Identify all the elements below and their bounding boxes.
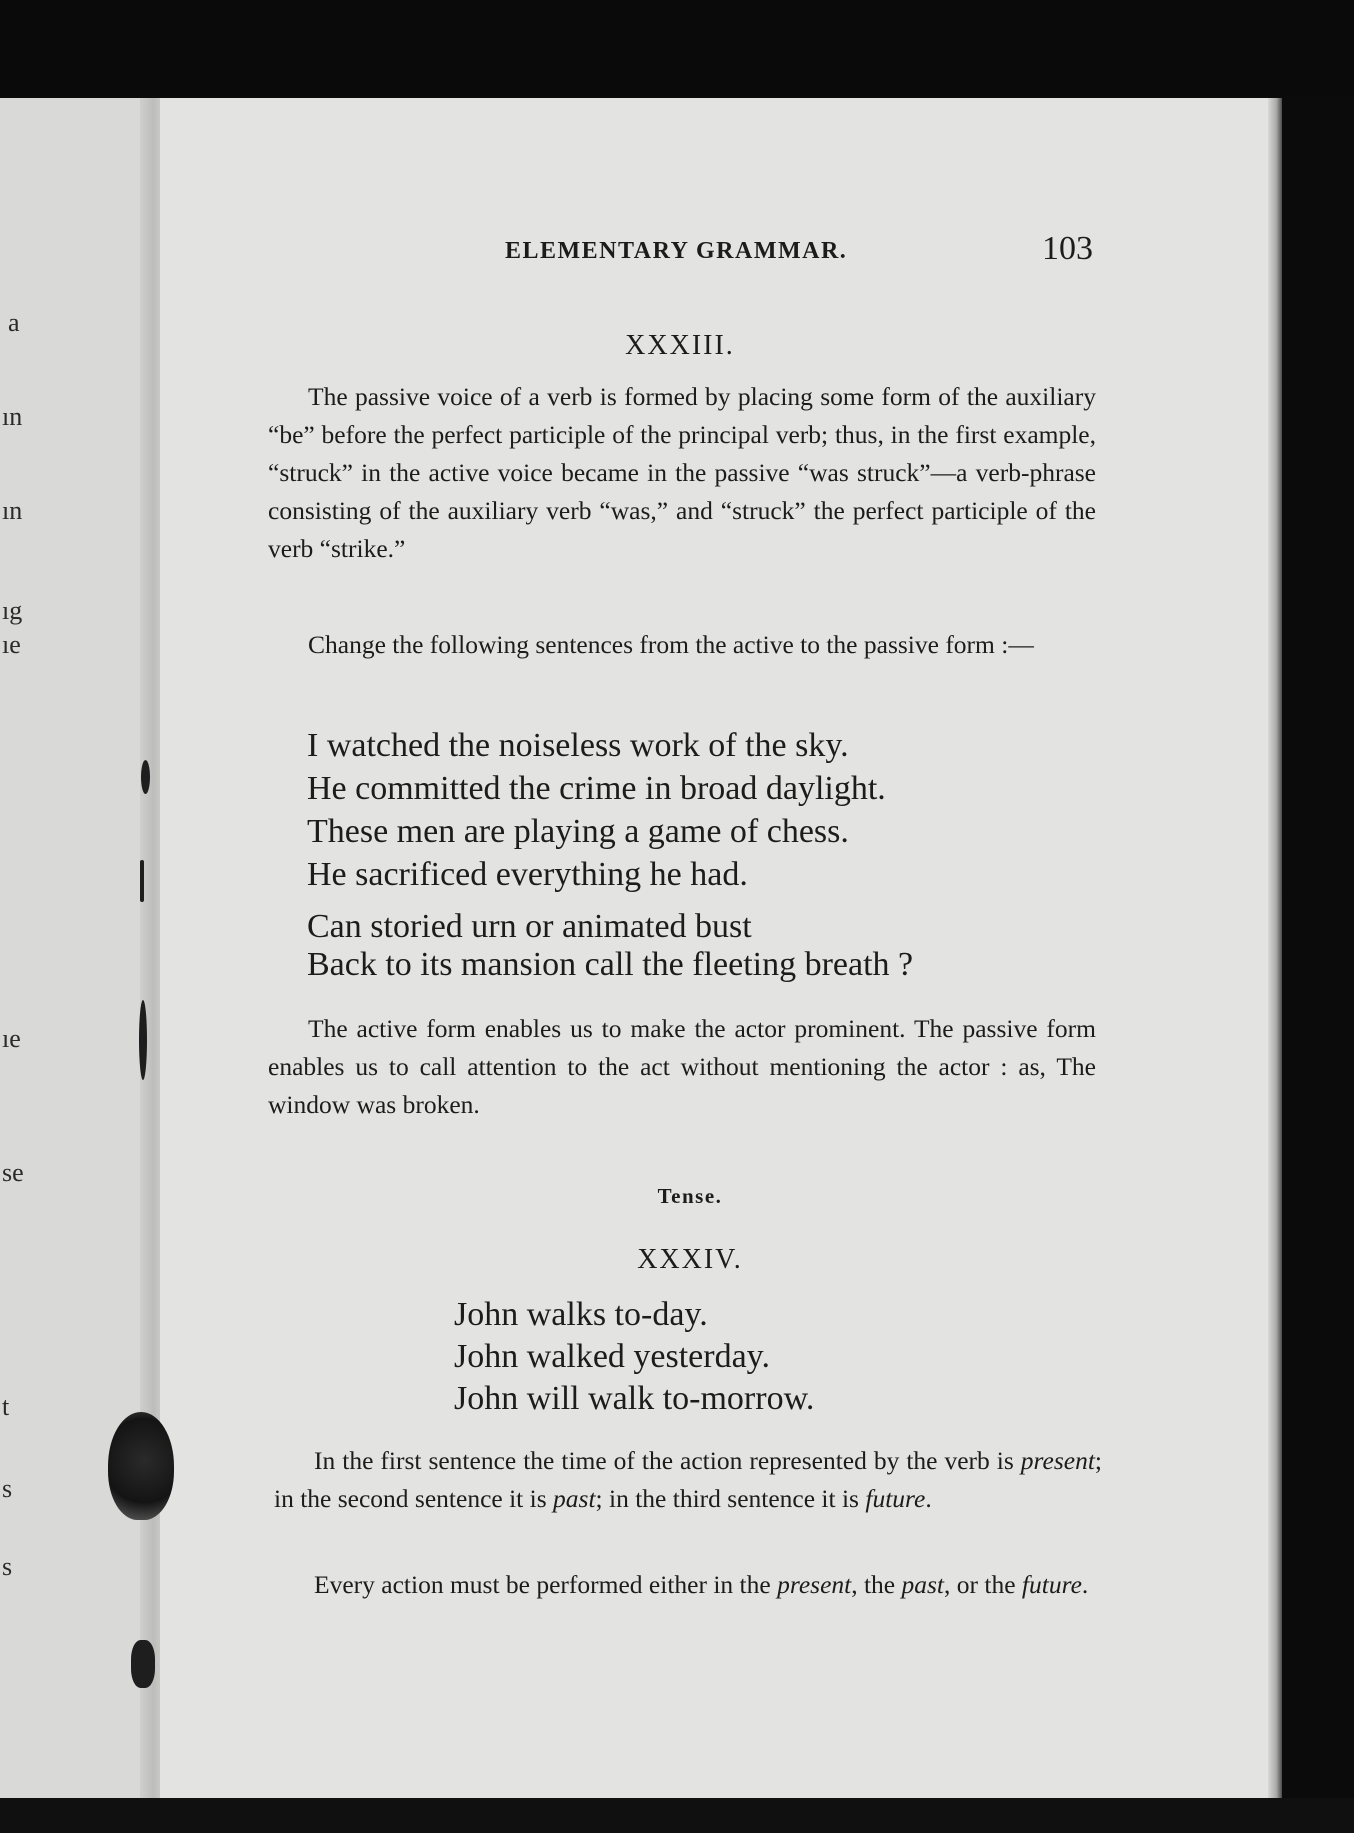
text-run: , the xyxy=(851,1570,902,1599)
example-sentence: He sacrificed everything he had. xyxy=(307,856,748,893)
example-sentence: John walked yesterday. xyxy=(454,1338,770,1375)
example-sentence: John will walk to-morrow. xyxy=(454,1380,815,1417)
verse-quotation xyxy=(307,908,913,984)
body-paragraph xyxy=(274,1566,1102,1604)
body-paragraph: Change the following sentences from the active to the passive form :— xyxy=(308,630,1034,659)
facing-page-fragment: a xyxy=(8,308,20,337)
facing-page-edge xyxy=(0,98,160,1798)
text-run: ; in the second sentence it is xyxy=(274,1446,1102,1513)
running-title: ELEMENTARY GRAMMAR. xyxy=(505,238,848,264)
facing-page-fragment: s xyxy=(2,1474,13,1503)
example-sentence: These men are playing a game of chess. xyxy=(307,813,849,850)
binding-mark xyxy=(141,760,150,794)
facing-page-fragment: ıg xyxy=(2,596,23,625)
emphasis-past: past xyxy=(901,1570,945,1599)
body-paragraph: The active form enables us to make the actor prominent. The passive form enables us to call attention to the act without mentioning the actor : as, The window was broken. xyxy=(268,1014,1096,1119)
facing-page-fragment: se xyxy=(2,1158,24,1187)
body-paragraph xyxy=(274,1442,1102,1518)
verse-line: Can storied urn or animated bust xyxy=(307,908,752,945)
facing-page-fragment: ın xyxy=(2,496,23,525)
section-numeral: XXXIII. xyxy=(625,330,735,361)
text-run: In the first sentence the time of the action represented by the verb is xyxy=(314,1446,1021,1475)
text-run: ; in the third sentence it is xyxy=(595,1484,866,1513)
scan-bottom-border xyxy=(0,1798,1354,1833)
verse-line: Back to its mansion call the fleeting breath ? xyxy=(307,946,914,983)
emphasis-future: future xyxy=(865,1484,926,1513)
facing-page-fragment: ıe xyxy=(2,630,21,659)
facing-page-fragment: s xyxy=(2,1552,13,1581)
example-sentences xyxy=(454,1294,814,1420)
text-run: . xyxy=(1081,1570,1089,1599)
binding-mark xyxy=(139,1000,147,1080)
example-sentence: He committed the crime in broad daylight. xyxy=(307,770,886,807)
facing-page-fragment: ıe xyxy=(2,1024,21,1053)
scan-top-border xyxy=(0,0,1354,95)
binding-mark xyxy=(131,1640,155,1688)
facing-page-fragment: ın xyxy=(2,402,23,431)
text-run: . xyxy=(925,1484,932,1513)
body-paragraph: The passive voice of a verb is formed by placing some form of the auxiliary “be” before the perfect participle of the principal verb; thus, in the first example, “struck” in the active voice became in the passive “was struck”—a verb-phrase consisting of the auxiliary verb “was,” and “struck” the perfect participle of the verb “strike.” xyxy=(268,382,1096,563)
emphasis-present: present xyxy=(777,1570,852,1599)
example-sentence: John walks to-day. xyxy=(454,1296,708,1333)
example-sentence: I watched the noiseless work of the sky. xyxy=(307,727,849,764)
binding-hole xyxy=(108,1412,174,1520)
page-right-edge xyxy=(1268,98,1282,1798)
example-sentences xyxy=(307,724,886,896)
subsection-heading: Tense. xyxy=(657,1184,723,1208)
text-run: , or the xyxy=(944,1570,1022,1599)
binding-mark xyxy=(140,860,144,902)
facing-page-fragment: t xyxy=(2,1392,10,1421)
section-numeral: XXXIV. xyxy=(637,1244,743,1275)
page-number: 103 xyxy=(1042,230,1093,267)
text-run: Every action must be performed either in the xyxy=(314,1570,778,1599)
emphasis-past: past xyxy=(553,1484,596,1513)
emphasis-future: future xyxy=(1021,1570,1082,1599)
emphasis-present: present xyxy=(1020,1446,1095,1475)
